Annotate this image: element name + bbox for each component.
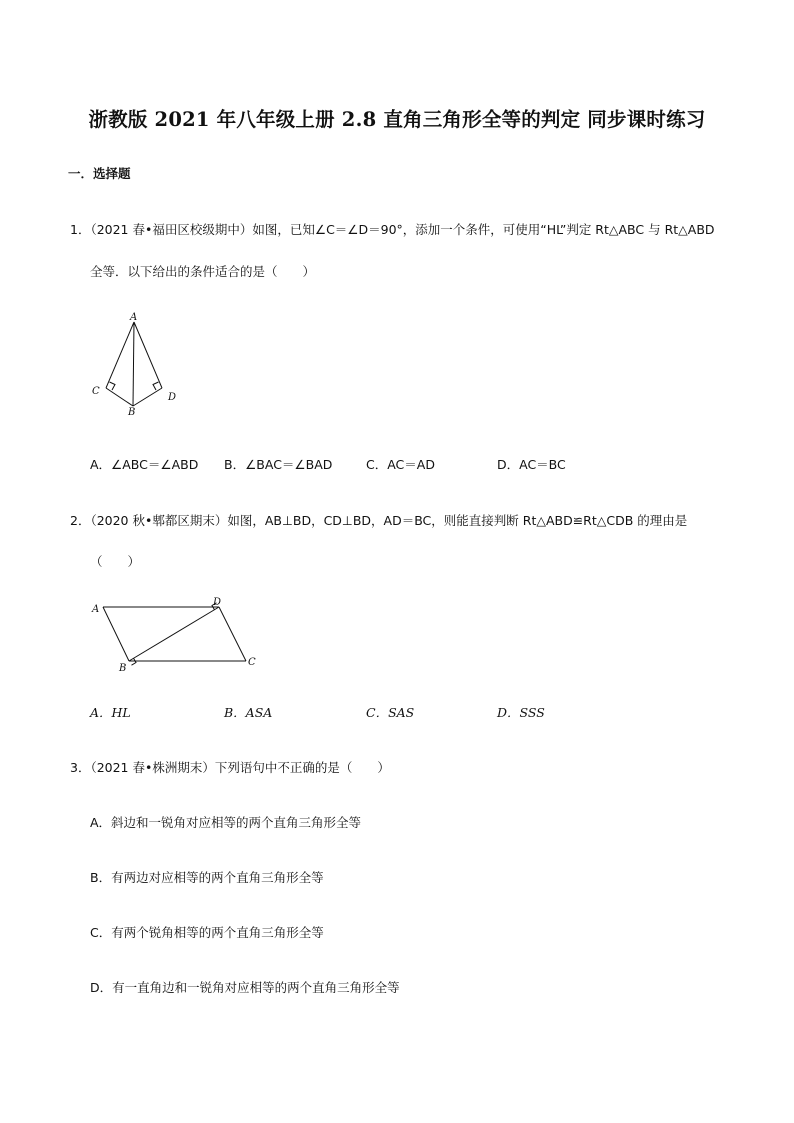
q2-option-a: A．HL bbox=[90, 705, 131, 720]
q1-figure bbox=[88, 308, 188, 420]
q2-figure bbox=[88, 594, 264, 674]
q3-option-c: C．有两个锐角相等的两个直角三角形全等 bbox=[90, 925, 324, 940]
q3-option-a: A．斜边和一锐角对应相等的两个直角三角形全等 bbox=[90, 815, 362, 830]
q1-label-b: B bbox=[128, 407, 136, 418]
q2-label-b: B bbox=[119, 663, 127, 674]
section-heading: 一．选择题 bbox=[68, 166, 131, 181]
q1-option-a: A．∠ABC＝∠ABD bbox=[90, 457, 199, 472]
q1-stem-line2: 全等．以下给出的条件适合的是（ ） bbox=[90, 264, 316, 279]
page-title: 浙教版 2021 年八年级上册 2.8 直角三角形全等的判定 同步课时练习 bbox=[88, 108, 706, 131]
q1-stem-line1: 1．（2021 春•福田区校级期中）如图，已知∠C＝∠D＝90°，添加一个条件，可使用“HL”判定 Rt△ABC 与 Rt△ABD bbox=[70, 222, 715, 237]
q3-option-b: B．有两边对应相等的两个直角三角形全等 bbox=[90, 870, 324, 885]
q2-stem-line1: 2．（2020 秋•郫都区期末）如图，AB⊥BD，CD⊥BD，AD＝BC，则能直接判断 Rt△ABD≌Rt△CDB 的理由是 bbox=[70, 513, 688, 528]
q1-option-b: B．∠BAC＝∠BAD bbox=[224, 457, 333, 472]
q2-option-d: D．SSS bbox=[497, 705, 545, 720]
q3-stem: 3．（2021 春•株洲期末）下列语句中不正确的是（ ） bbox=[70, 760, 390, 775]
q1-label-d: D bbox=[168, 392, 177, 403]
q2-label-c: C bbox=[248, 657, 256, 668]
q3-option-d: D．有一直角边和一锐角对应相等的两个直角三角形全等 bbox=[90, 980, 400, 995]
q1-option-d: D．AC＝BC bbox=[497, 457, 566, 472]
q1-option-c: C．AC＝AD bbox=[366, 457, 435, 472]
q2-option-c: C．SAS bbox=[366, 705, 415, 720]
q2-stem-line2: （ ） bbox=[90, 554, 141, 569]
q1-label-c: C bbox=[92, 386, 100, 397]
q2-label-d: D bbox=[213, 597, 222, 608]
q1-label-a: A bbox=[130, 312, 138, 323]
q2-option-b: B．ASA bbox=[224, 705, 273, 720]
q2-label-a: A bbox=[92, 604, 100, 615]
